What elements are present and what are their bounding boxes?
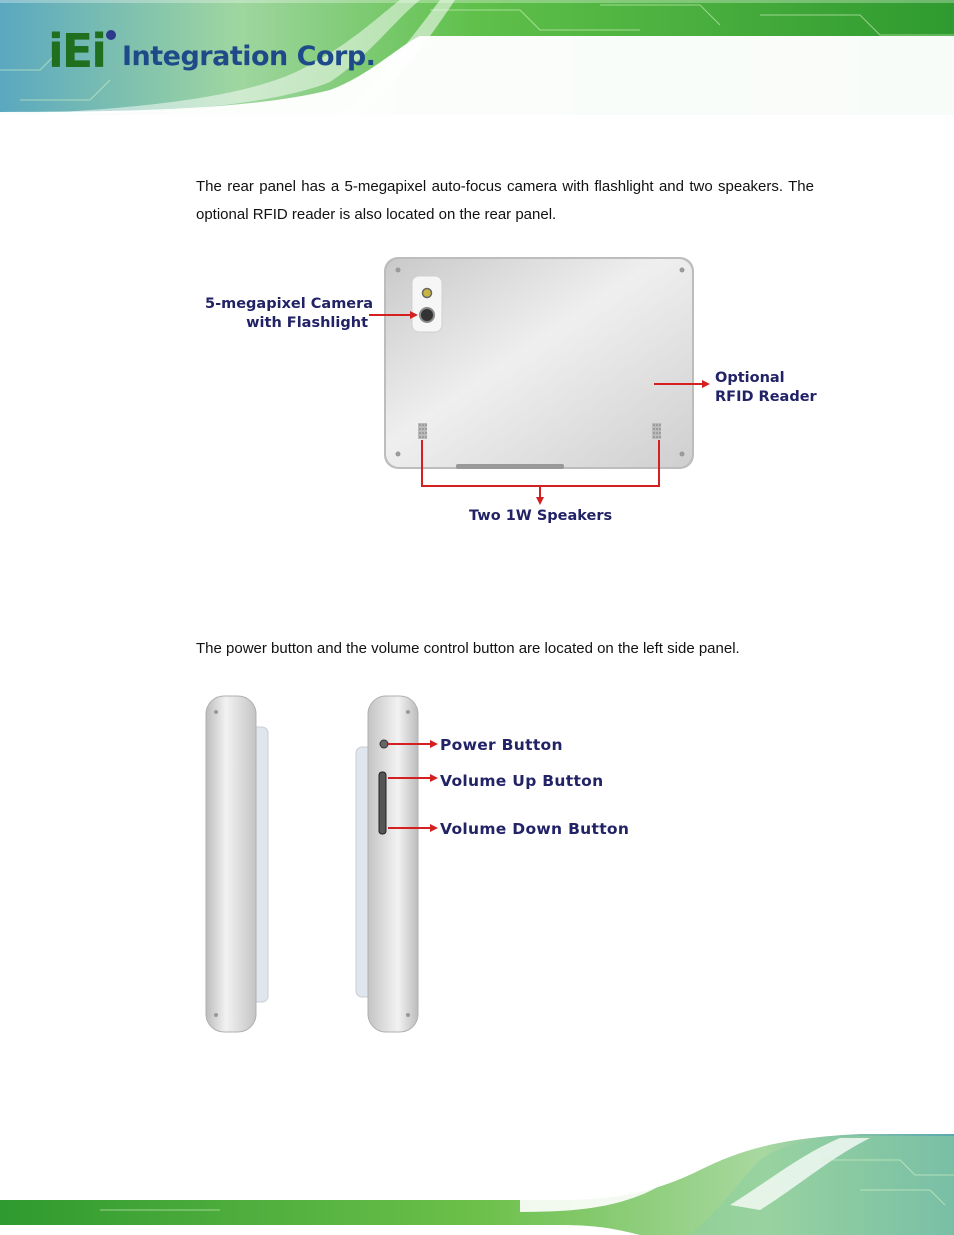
speakers-callout: Two 1W Speakers bbox=[469, 508, 613, 524]
logo-text: Integration Corp. bbox=[121, 41, 376, 72]
volume-down-callout: Volume Down Button bbox=[440, 820, 630, 838]
rfid-callout-line2: RFID Reader bbox=[715, 389, 817, 405]
volume-up-callout: Volume Up Button bbox=[440, 772, 604, 790]
rfid-callout-line1: Optional bbox=[715, 370, 785, 386]
logo-mark: iEi bbox=[48, 24, 105, 78]
camera-callout-line2: with Flashlight bbox=[246, 315, 368, 331]
footer-banner bbox=[0, 1130, 954, 1235]
rear-panel-paragraph: The rear panel has a 5-megapixel auto-focus camera with flashlight and two speakers. The optional RFID reader is also located on the rear panel. bbox=[196, 178, 814, 223]
power-button-callout: Power Button bbox=[440, 736, 563, 754]
camera-callout-line1: 5-megapixel Camera bbox=[205, 296, 374, 312]
side-panel-paragraph: The power button and the volume control button are located on the left side panel. bbox=[196, 640, 740, 657]
